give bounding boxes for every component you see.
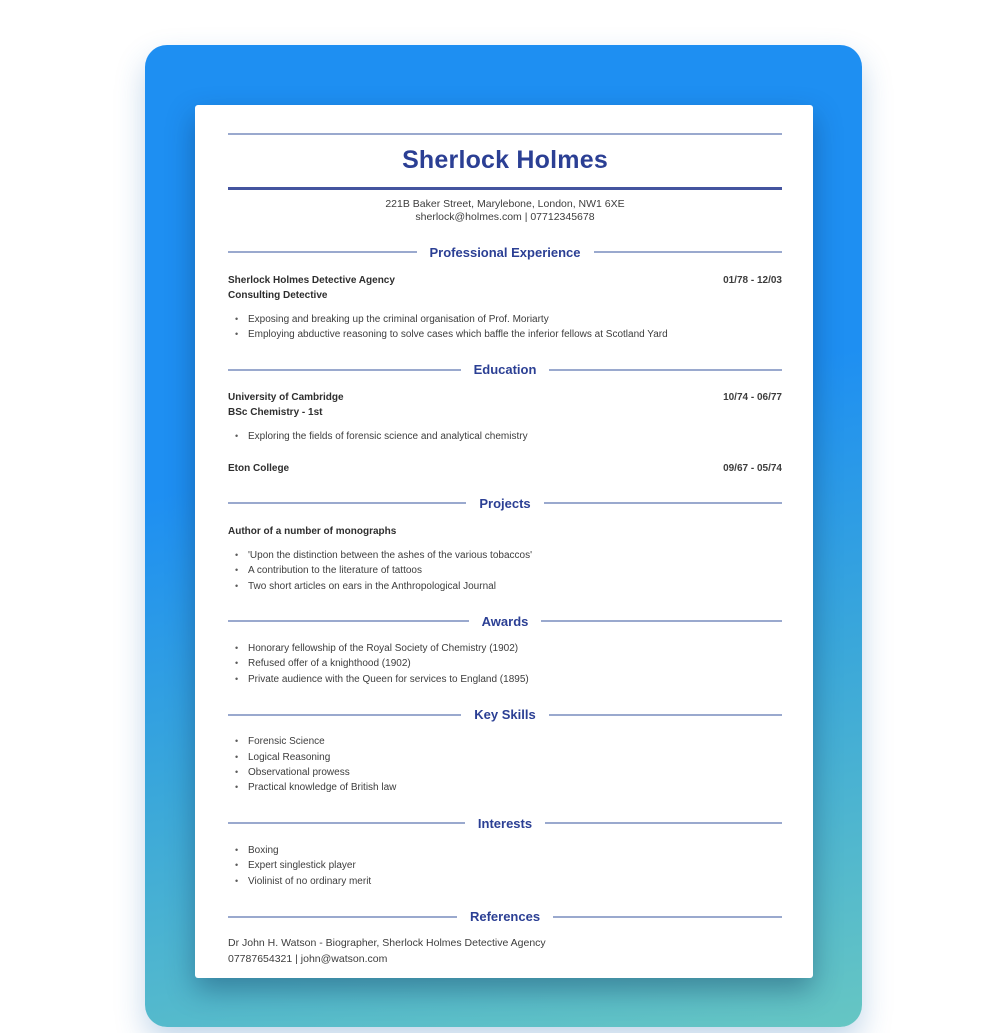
- section-heading-references: [228, 909, 782, 924]
- header-bottom-rule: [228, 187, 782, 190]
- projects-bullet-list: [228, 548, 782, 594]
- bullet-item: • Private audience with the Queen for services to England (1895): [235, 672, 782, 687]
- section-title: Interests: [477, 815, 533, 831]
- entry-titles: [228, 390, 344, 420]
- bullet-item: • Boxing: [235, 843, 782, 858]
- section-heading-key-skills: [228, 707, 782, 722]
- section-rule: [228, 502, 466, 504]
- awards-bullet-list: [228, 641, 782, 687]
- entry-school: Eton College: [228, 462, 290, 474]
- entry-titles: [228, 461, 289, 476]
- reference-contact-line: 07787654321 | john@watson.com: [228, 952, 388, 965]
- experience-bullet-list: [228, 312, 782, 343]
- bullet-item: • Employing abductive reasoning to solve cases which baffle the inferior fellows at Scotland Yard: [235, 327, 782, 342]
- bullet-item: • Logical Reasoning: [235, 750, 782, 765]
- section-heading-interests: [228, 816, 782, 831]
- address-line: 221B Baker Street, Marylebone, London, NW1 6XE: [385, 197, 625, 210]
- section-rule: [553, 916, 782, 918]
- entry-role: Consulting Detective: [228, 289, 328, 301]
- header-top-rule: [228, 133, 782, 135]
- bullet-item: • Violinist of no ordinary merit: [235, 874, 782, 889]
- bullet-item: • Two short articles on ears in the Anthropological Journal: [235, 579, 782, 594]
- section-rule: [228, 369, 461, 371]
- section-rule: [228, 822, 465, 824]
- entry-employer: Sherlock Holmes Detective Agency: [228, 274, 395, 286]
- education-entry: [228, 390, 782, 420]
- section-heading-education: [228, 362, 782, 377]
- section-heading-awards: [228, 614, 782, 629]
- interests-bullet-list: [228, 843, 782, 889]
- gradient-backdrop: [145, 45, 862, 1027]
- section-rule: [228, 916, 457, 918]
- experience-entry: [228, 273, 782, 303]
- section-rule: [228, 620, 469, 622]
- resume-page: [195, 105, 813, 978]
- entry-dates: 09/67 - 05/74: [723, 462, 782, 474]
- bullet-item: • Forensic Science: [235, 734, 782, 749]
- section-title: Awards: [481, 613, 529, 629]
- project-entry: [228, 524, 782, 539]
- bullet-item: • Expert singlestick player: [235, 858, 782, 873]
- section-rule: [544, 502, 782, 504]
- resume-name: Sherlock Holmes: [402, 146, 608, 174]
- bullet-item: • Exploring the fields of forensic science and analytical chemistry: [235, 429, 782, 444]
- section-rule: [541, 620, 782, 622]
- section-heading-projects: [228, 496, 782, 511]
- section-title: References: [469, 909, 541, 924]
- contact-line: sherlock@holmes.com | 07712345678: [415, 211, 595, 223]
- entry-titles: [228, 273, 395, 303]
- bullet-item: • Honorary fellowship of the Royal Society of Chemistry (1902): [235, 641, 782, 656]
- key-skills-bullet-list: [228, 734, 782, 796]
- entry-project-title: Author of a number of monographs: [228, 525, 397, 537]
- entry-dates: 01/78 - 12/03: [723, 274, 782, 286]
- bullet-item: • Refused offer of a knighthood (1902): [235, 656, 782, 671]
- entry-school: University of Cambridge: [228, 392, 344, 404]
- section-rule: [228, 251, 417, 253]
- reference-name-line: Dr John H. Watson - Biographer, Sherlock Holmes Detective Agency: [228, 937, 546, 949]
- section-rule: [594, 251, 783, 253]
- bullet-item: • Observational prowess: [235, 765, 782, 780]
- entry-dates: 10/74 - 06/77: [723, 392, 782, 404]
- entry-titles: [228, 524, 396, 539]
- bullet-item: • Exposing and breaking up the criminal organisation of Prof. Moriarty: [235, 312, 782, 327]
- section-rule: [549, 369, 782, 371]
- section-heading-professional-experience: [228, 245, 782, 260]
- bullet-item: • 'Upon the distinction between the ashes of the various tobaccos': [235, 548, 782, 563]
- section-title: Education: [473, 362, 537, 378]
- education-entry: [228, 461, 782, 476]
- section-rule: [549, 714, 782, 716]
- section-rule: [545, 822, 782, 824]
- entry-degree: BSc Chemistry - 1st: [228, 407, 323, 419]
- bullet-item: • A contribution to the literature of tattoos: [235, 563, 782, 578]
- section-rule: [228, 714, 461, 716]
- section-title: Key Skills: [474, 707, 536, 723]
- bullet-item: • Practical knowledge of British law: [235, 780, 782, 795]
- section-title: Projects: [479, 495, 531, 511]
- education-bullet-list: [228, 429, 782, 444]
- section-title: Professional Experience: [429, 244, 581, 260]
